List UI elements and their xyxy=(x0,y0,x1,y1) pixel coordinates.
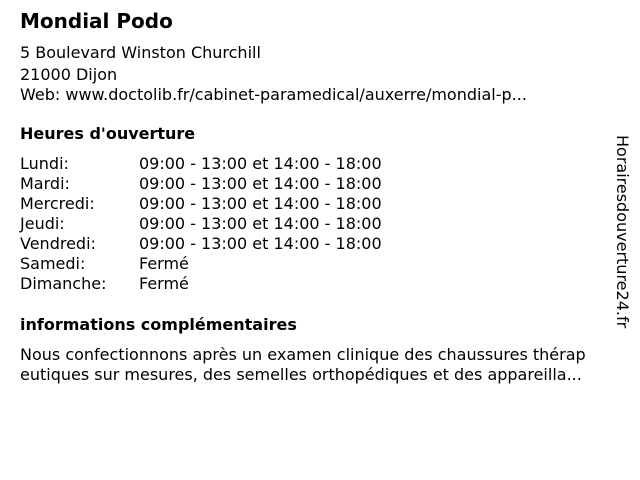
watermark-text: Horairesdouverture24.fr xyxy=(613,135,632,329)
hours-value: Fermé xyxy=(139,274,189,293)
description-line-1: Nous confectionnons après un examen clinique des chaussures thérap xyxy=(20,345,586,364)
hours-value: 09:00 - 13:00 et 14:00 - 18:00 xyxy=(139,234,382,253)
day-label: Mercredi: xyxy=(20,194,95,213)
opening-hours-heading: Heures d'ouverture xyxy=(20,124,196,143)
website-line[interactable]: Web: www.doctolib.fr/cabinet-paramedical/auxerre/mondial-p... xyxy=(20,85,527,104)
day-label: Vendredi: xyxy=(20,234,96,253)
day-label: Mardi: xyxy=(20,174,70,193)
additional-info-heading: informations complémentaires xyxy=(20,315,297,334)
hours-value: 09:00 - 13:00 et 14:00 - 18:00 xyxy=(139,194,382,213)
day-label: Jeudi: xyxy=(20,214,65,233)
hours-value: Fermé xyxy=(139,254,189,273)
hours-value: 09:00 - 13:00 et 14:00 - 18:00 xyxy=(139,154,382,173)
day-label: Lundi: xyxy=(20,154,69,173)
description-line-2: eutiques sur mesures, des semelles orthopédiques et des appareilla... xyxy=(20,365,582,384)
address-line: 5 Boulevard Winston Churchill xyxy=(20,43,261,62)
day-label: Dimanche: xyxy=(20,274,107,293)
site-watermark xyxy=(612,135,632,345)
business-name: Mondial Podo xyxy=(20,9,173,33)
city-line: 21000 Dijon xyxy=(20,65,118,84)
day-label: Samedi: xyxy=(20,254,86,273)
hours-value: 09:00 - 13:00 et 14:00 - 18:00 xyxy=(139,214,382,233)
hours-value: 09:00 - 13:00 et 14:00 - 18:00 xyxy=(139,174,382,193)
